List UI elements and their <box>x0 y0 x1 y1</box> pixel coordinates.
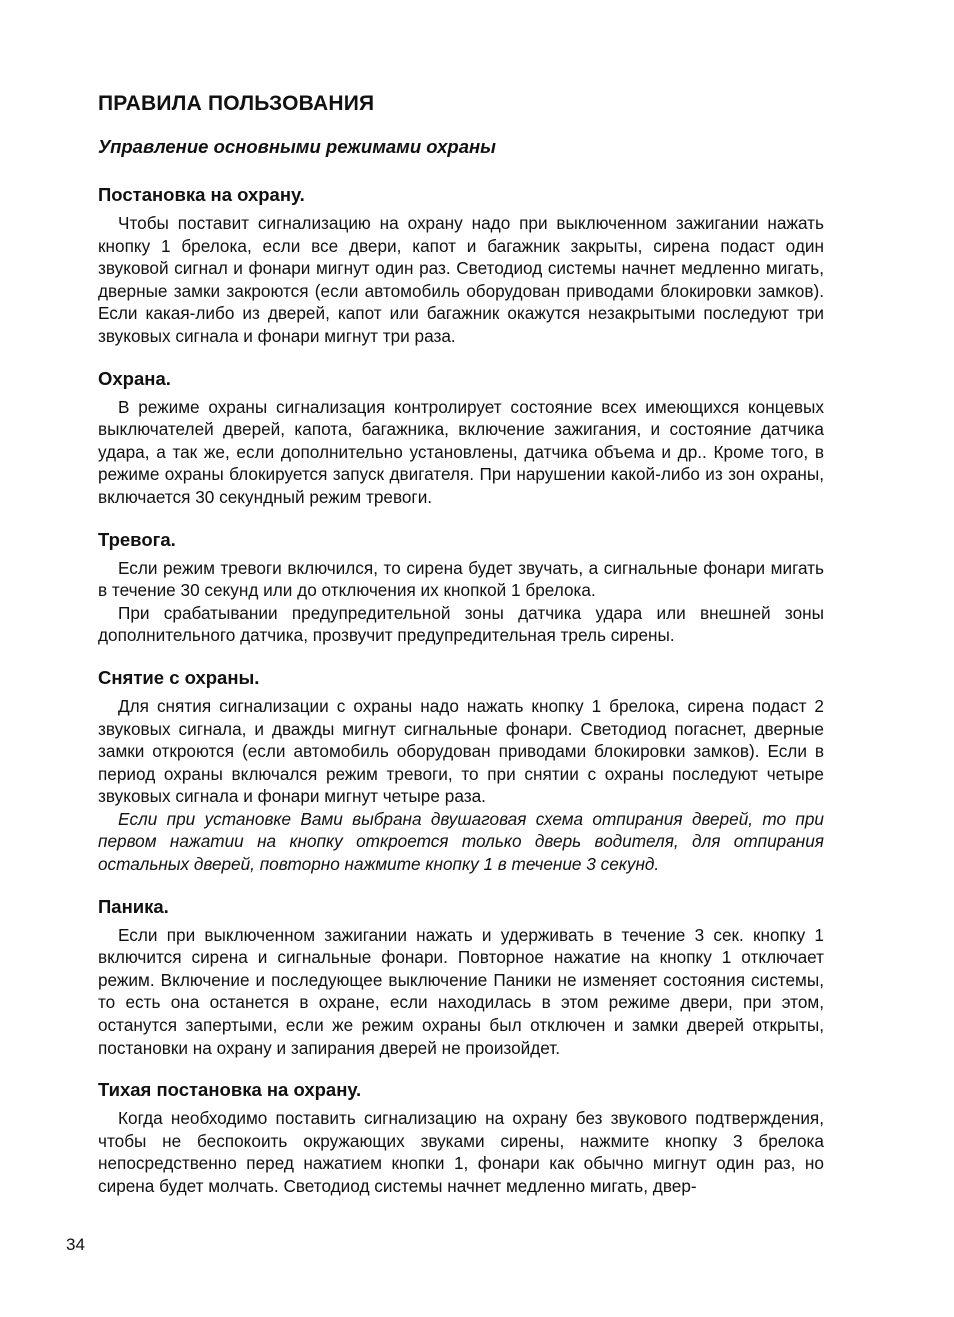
section-heading: Снятие с охраны. <box>98 666 260 688</box>
section-heading: Тихая постановка на охрану. <box>98 1079 362 1101</box>
paragraph: В режиме охраны сигнализация контролирует состояние всех имеющихся концевых выключателей дверей, капота, багажника, включение зажигания, и состояние датчика удара, а так же, если дополнительно установлены, датчика объема и др.. Кроме того, в режиме охраны блокируется запуск двигателя. При нарушении какой-либо из зон охраны, включается 30 секундный режим тревоги. <box>98 396 824 507</box>
section-heading: Постановка на охрану. <box>98 184 305 205</box>
section-heading: Паника. <box>98 895 169 917</box>
paragraph: При срабатывании предупредительной зоны датчика удара или внешней зоны дополнительного датчика, прозвучит предупредительная трель сирены. <box>98 602 824 646</box>
section-heading: Тревога. <box>98 528 176 550</box>
section-alarm <box>98 529 824 647</box>
section-panic <box>98 896 824 1060</box>
page-title: ПРАВИЛА ПОЛЬЗОВАНИЯ <box>98 92 375 115</box>
section-heading: Охрана. <box>98 367 171 389</box>
paragraph: Для снятия сигнализации с охраны надо нажать кнопку 1 брелока, сирена подаст 2 звуковых сигнала, и дважды мигнут сигнальные фонари. Светодиод погаснет, дверные замки откроются (если автомобиль оборудован приводами блокировки замков). Если в период охраны включался режим тревоги, то при снятии с охраны последуют четыре звуковых сигнала и фонари мигнут четыре раза. <box>98 695 824 807</box>
section-arming <box>98 184 824 348</box>
page-content <box>98 92 824 1218</box>
section-guard <box>98 368 824 509</box>
section-silent-arming <box>98 1079 824 1197</box>
section-disarming <box>98 667 824 876</box>
paragraph: Когда необходимо поставить сигнализацию на охрану без звукового подтверждения, чтобы не беспокоить окружающих звуками сирены, нажмите кнопку 3 брелока непосредственно перед нажатием кнопки 1, фонари как обычно мигнут один раз, но сирена будет молчать. Светодиод системы начнет медленно мигать, двер- <box>98 1108 824 1196</box>
italic-note: Если при установке Вами выбрана двушаговая схема отпирания дверей, то при первом нажатии на кнопку откроется только дверь водителя, для отпирания остальных дверей, повторно нажмите кнопку 1 в течение 3 секунд. <box>98 808 824 875</box>
paragraph: Если режим тревоги включился, то сирена будет звучать, а сигнальные фонари мигать в течение 30 секунд или до отключения их кнопкой 1 брелока. <box>98 557 824 601</box>
page-subtitle: Управление основными режимами охраны <box>98 136 496 157</box>
paragraph: Чтобы поставит сигнализацию на охрану надо при выключенном зажигании нажать кнопку 1 брелока, если все двери, капот и багажник закрыты, сирена подаст один звуковой сигнал и фонари мигнут один раз. Светодиод системы начнет медленно мигать, дверные замки закроются (если автомобиль оборудован приводами блокировки замков). Если какая-либо из дверей, капот или багажник окажутся незакрытыми последуют три звуковых сигнала и фонари мигнут три раза. <box>98 213 824 346</box>
paragraph: Если при выключенном зажигании нажать и удерживать в течение 3 сек. кнопку 1 включится сирена и сигнальные фонари. Повторное нажатие на кнопку 1 отключает режим. Включение и последующее выключение Паники не изменяет состояния системы, то есть она останется в охране, если находилась в этом режиме двери, при этом, останутся запертыми, если же режим охраны был отключен и замки дверей открыты, постановки на охрану и запирания дверей не произойдет. <box>98 924 824 1058</box>
page-number: 34 <box>66 1235 85 1254</box>
